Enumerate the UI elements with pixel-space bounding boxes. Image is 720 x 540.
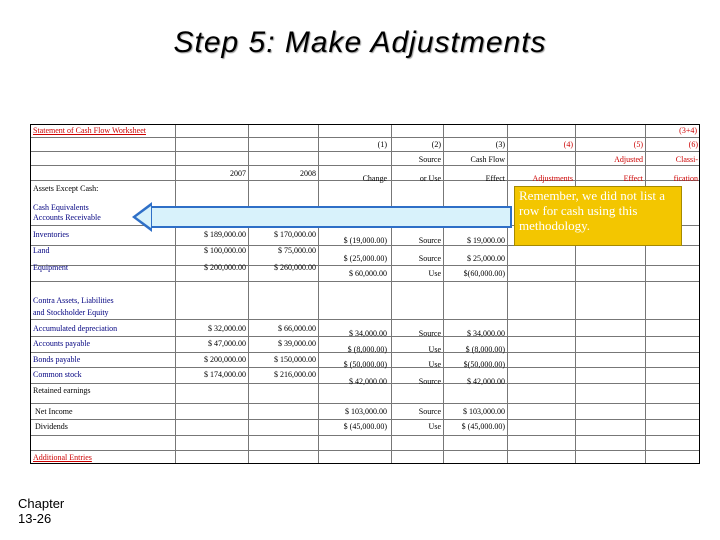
row-label-ar: Accounts Receivable — [33, 213, 101, 222]
ap-change: $ (8,000.00) — [347, 345, 387, 354]
row-label-stock: Common stock — [33, 370, 82, 379]
chapter-label-line1: Chapter — [18, 496, 65, 511]
stock-cash-flow: $ 42,000.00 — [467, 377, 505, 386]
source-header-l1: Source — [418, 155, 441, 164]
grid-line — [31, 165, 699, 166]
classification-header-l2: fication — [673, 174, 698, 183]
col-num-5: (5) — [633, 140, 643, 149]
grid-line — [391, 125, 392, 463]
row-label-ap: Accounts payable — [33, 339, 91, 348]
col-num-1: (1) — [377, 140, 387, 149]
grid-line — [248, 125, 249, 463]
col-num-6: (6) — [688, 140, 698, 149]
cash-flow-header-l1: Cash Flow — [470, 155, 505, 164]
grid-line — [175, 125, 176, 463]
grid-line — [318, 125, 319, 463]
grid-line — [31, 151, 699, 152]
inventories-2008: $ 170,000.00 — [274, 230, 316, 239]
ap-cash-flow: $ (8,000.00) — [465, 345, 505, 354]
equipment-2007: $ 200,000.00 — [204, 263, 246, 272]
dividends-cash-flow: $ (45,000.00) — [461, 422, 505, 431]
stock-2008: $ 216,000.00 — [274, 370, 316, 379]
grid-line — [31, 281, 699, 282]
callout-note: Remember, we did not list a row for cash using this methodology. — [514, 186, 682, 246]
section-liabilities-label-l2: and Stockholder Equity — [33, 308, 109, 317]
bonds-source-use: Use — [428, 360, 441, 369]
row-label-cash: Cash Equivalents — [33, 203, 89, 212]
ap-source-use: Use — [428, 345, 441, 354]
bonds-2008: $ 150,000.00 — [274, 355, 316, 364]
grid-line — [31, 419, 699, 420]
cash-flow-header-l2: Effect — [485, 174, 505, 183]
stock-source-use: Source — [418, 377, 441, 386]
accum-dep-cash-flow: $ 34,000.00 — [467, 329, 505, 338]
col-num-2: (2) — [431, 140, 441, 149]
equipment-source-use: Use — [428, 269, 441, 278]
ap-2008: $ 39,000.00 — [278, 339, 316, 348]
land-2008: $ 75,000.00 — [278, 246, 316, 255]
cash-flow-worksheet — [30, 124, 700, 464]
net-income-change: $ 103,000.00 — [345, 407, 387, 416]
ap-2007: $ 47,000.00 — [208, 339, 246, 348]
net-income-cash-flow: $ 103,000.00 — [463, 407, 505, 416]
grid-line — [31, 319, 699, 320]
accum-dep-source-use: Source — [418, 329, 441, 338]
chapter-label — [18, 496, 64, 526]
slide-title: Step 5: Make Adjustments — [173, 26, 547, 59]
row-label-dividends: Dividends — [35, 422, 68, 431]
grid-line — [31, 265, 699, 266]
equipment-change: $ 60,000.00 — [349, 269, 387, 278]
section-assets-label: Assets Except Cash: — [33, 184, 99, 193]
accum-dep-2008: $ 66,000.00 — [278, 324, 316, 333]
row-label-bonds: Bonds payable — [33, 355, 81, 364]
adjusted-header-l1: Adjusted — [614, 155, 643, 164]
source-header-l2: or Use — [419, 174, 441, 183]
grid-line — [443, 125, 444, 463]
land-change: $ (25,000.00) — [343, 254, 387, 263]
inventories-source-use: Source — [418, 236, 441, 245]
col-num-3: (3) — [495, 140, 505, 149]
grid-line — [575, 125, 576, 463]
arrow-shaft — [150, 206, 512, 228]
change-header: Change — [362, 174, 387, 183]
bonds-change: $ (50,000.00) — [343, 360, 387, 369]
grid-line — [31, 403, 699, 404]
dividends-source-use: Use — [428, 422, 441, 431]
land-source-use: Source — [418, 254, 441, 263]
retained-earnings-label: Retained earnings — [33, 386, 91, 395]
inventories-change: $ (19,000.00) — [343, 236, 387, 245]
year-2007-header: 2007 — [230, 169, 246, 178]
year-2008-header: 2008 — [300, 169, 316, 178]
row-label-net-income: Net Income — [35, 407, 73, 416]
worksheet-title: Statement of Cash Flow Worksheet — [33, 126, 146, 135]
col-num-combined: (3+4) — [679, 126, 697, 135]
land-cash-flow: $ 25,000.00 — [467, 254, 505, 263]
row-label-inventories: Inventories — [33, 230, 69, 239]
grid-line — [645, 125, 646, 463]
chapter-page-number: 13-26 — [18, 511, 52, 526]
row-label-equipment: Equipment — [33, 263, 69, 272]
dividends-change: $ (45,000.00) — [343, 422, 387, 431]
grid-line — [31, 435, 699, 436]
col-num-4: (4) — [563, 140, 573, 149]
bonds-cash-flow: $(50,000.00) — [463, 360, 505, 369]
land-2007: $ 100,000.00 — [204, 246, 246, 255]
arrowhead-fill — [136, 206, 151, 228]
grid-line — [507, 125, 508, 463]
net-income-source-use: Source — [418, 407, 441, 416]
inventories-2007: $ 189,000.00 — [204, 230, 246, 239]
row-label-land: Land — [33, 246, 50, 255]
stock-change: $ 42,000.00 — [349, 377, 387, 386]
adjustments-header: Adjustments — [532, 174, 573, 183]
inventories-cash-flow: $ 19,000.00 — [467, 236, 505, 245]
accum-dep-2007: $ 32,000.00 — [208, 324, 246, 333]
accum-dep-change: $ 34,000.00 — [349, 329, 387, 338]
classification-header-l1: Classi- — [675, 155, 698, 164]
additional-entries-label: Additional Entries — [33, 453, 92, 462]
equipment-2008: $ 260,000.00 — [274, 263, 316, 272]
bonds-2007: $ 200,000.00 — [204, 355, 246, 364]
grid-line — [31, 450, 699, 451]
equipment-cash-flow: $(60,000.00) — [463, 269, 505, 278]
grid-line — [31, 137, 699, 138]
row-label-accum-dep: Accumulated depreciation — [33, 324, 118, 333]
stock-2007: $ 174,000.00 — [204, 370, 246, 379]
adjusted-header-l2: Effect — [623, 174, 643, 183]
section-liabilities-label-l1: Contra Assets, Liabilities — [33, 296, 114, 305]
